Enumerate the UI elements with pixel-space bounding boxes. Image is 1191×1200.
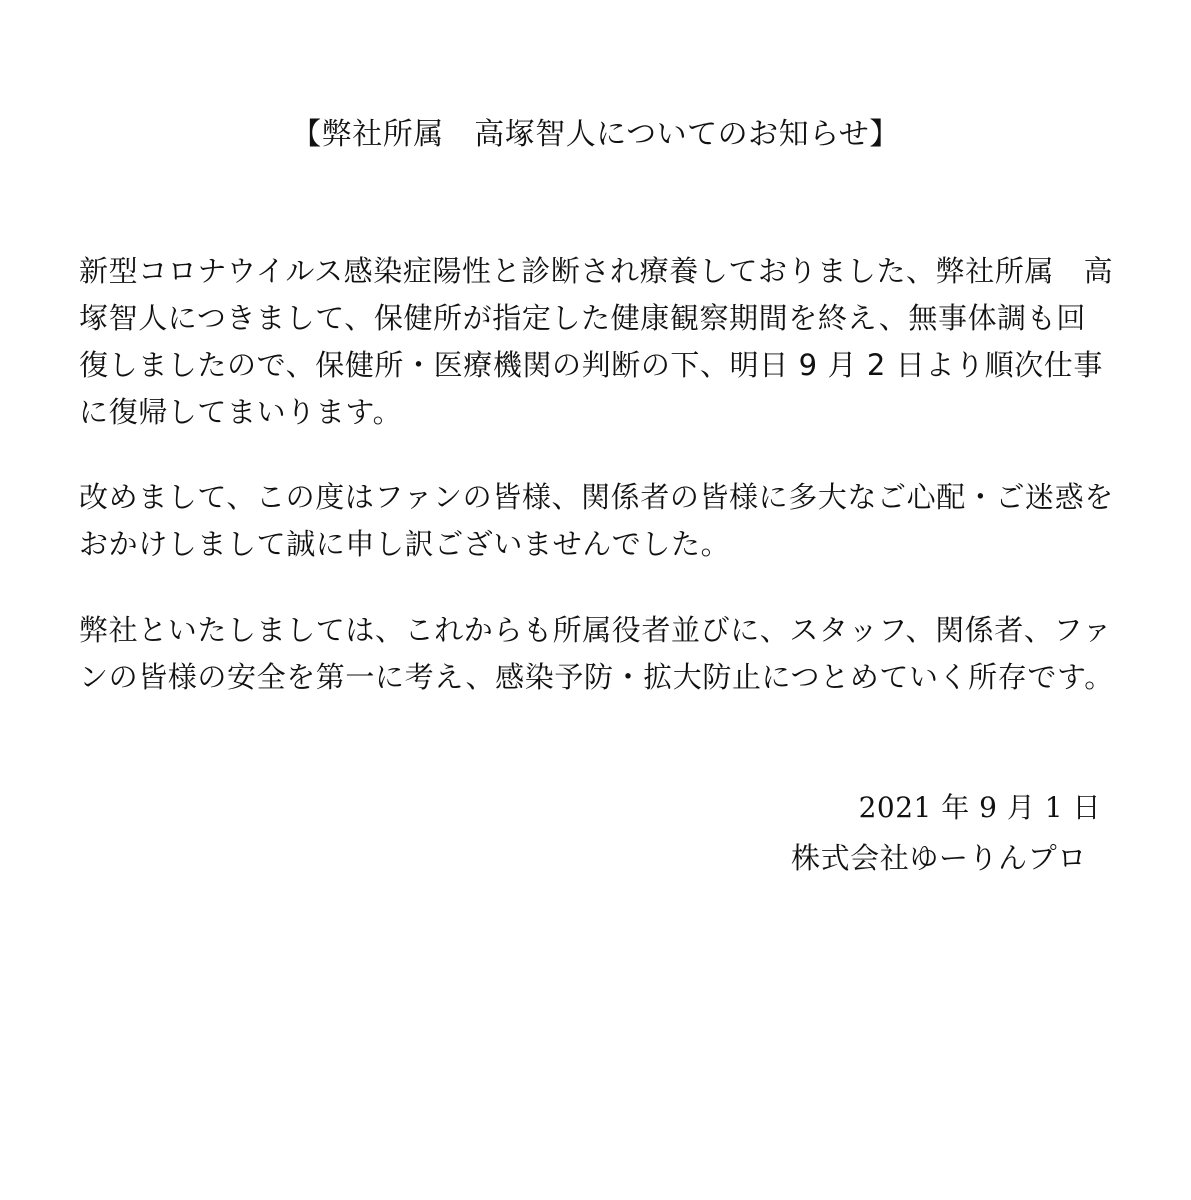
paragraph-line: 塚智人につきまして、保健所が指定した健康観察期間を終え、無事体調も回 [79,301,1086,335]
notice-title: 【弊社所属 高塚智人についてのお知らせ】 [291,117,900,152]
company-name: 株式会社ゆーりんプロ [790,841,1087,875]
paragraph-apology [79,474,1119,568]
paragraph-line: ンの皆様の安全を第一に考え、感染予防・拡大防止につとめていく所存です。 [79,660,1114,694]
paragraph-line: 復しましたので、保健所・医療機関の判断の下、明日 9 月 2 日より順次仕事 [79,348,1103,382]
paragraph-line: に復帰してまいります。 [79,395,403,429]
paragraph-line: 改めまして、この度はファンの皆様、関係者の皆様に多大なご心配・ご迷惑を [79,480,1114,514]
paragraph-line: 弊社といたしましては、これからも所属役者並びに、スタッフ、関係者、ファ [79,613,1113,647]
notice-date: 2021 年 9 月 1 日 [858,791,1101,824]
paragraph-line: 新型コロナウイルス感染症陽性と診断され療養しておりました、弊社所属 高 [79,254,1114,288]
paragraph-line: おかけしまして誠に申し訳ございませんでした。 [79,527,731,561]
paragraph-commitment [79,607,1119,701]
paragraph-recovery [79,248,1119,436]
